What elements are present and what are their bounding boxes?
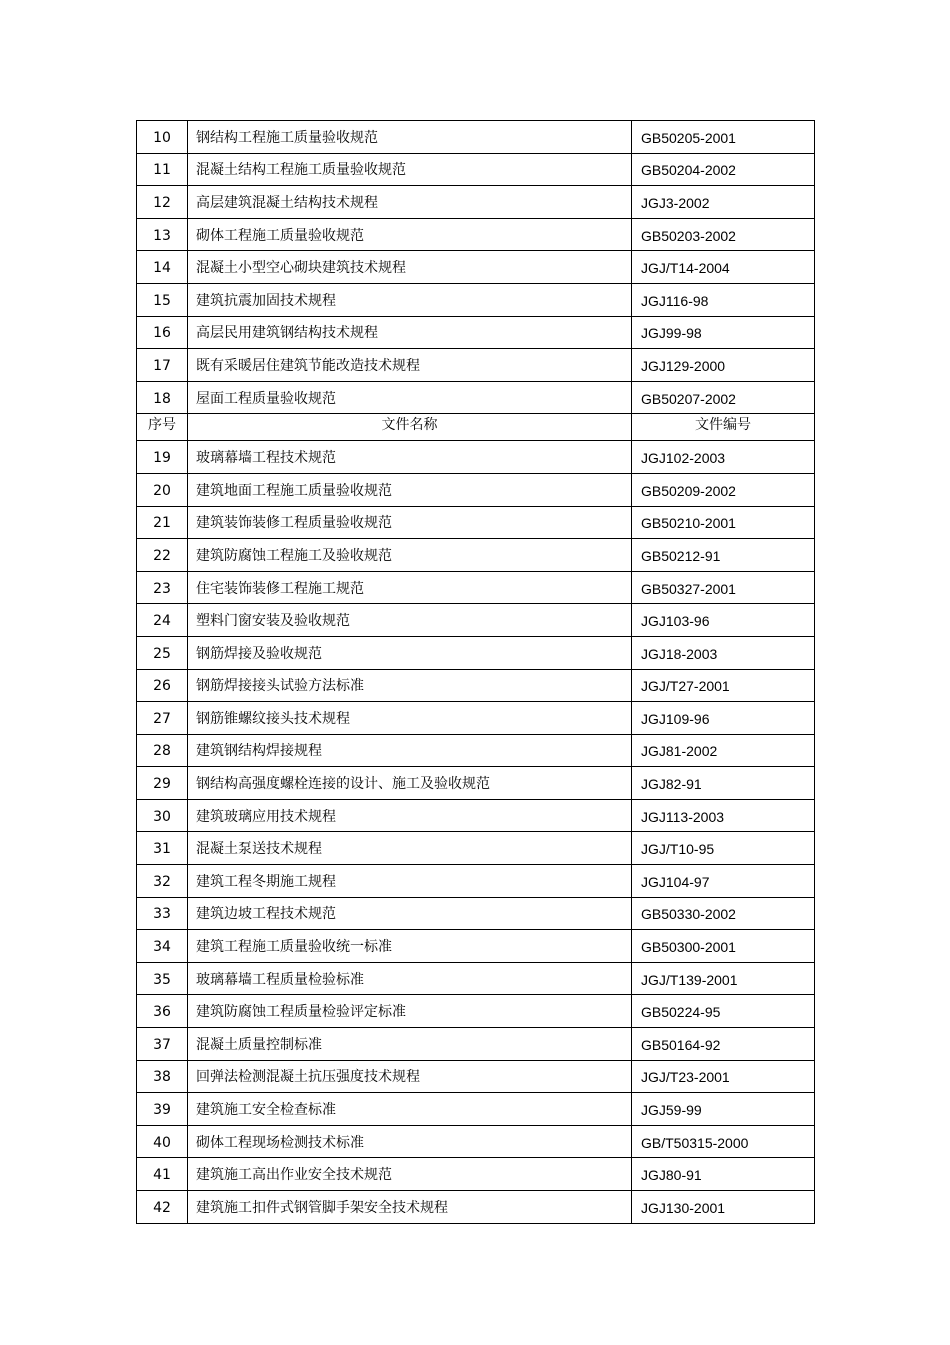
row-document-name: 建筑施工高出作业安全技术规范 — [188, 1158, 632, 1191]
table-row — [137, 283, 815, 316]
row-document-name: 建筑钢结构焊接规程 — [188, 734, 632, 767]
row-number: 20 — [137, 473, 188, 506]
row-number: 27 — [137, 702, 188, 735]
row-number: 33 — [137, 897, 188, 930]
row-document-code: JGJ/T139-2001 — [632, 962, 815, 995]
table-row — [137, 734, 815, 767]
table-body-lower — [137, 441, 815, 1223]
row-document-code: JGJ82-91 — [632, 767, 815, 800]
row-document-name: 建筑地面工程施工质量验收规范 — [188, 473, 632, 506]
row-number: 23 — [137, 571, 188, 604]
row-number: 10 — [137, 121, 188, 154]
row-document-name: 回弹法检测混凝土抗压强度技术规程 — [188, 1060, 632, 1093]
row-number: 12 — [137, 186, 188, 219]
row-document-name: 砌体工程施工质量验收规范 — [188, 218, 632, 251]
row-document-name: 建筑防腐蚀工程施工及验收规范 — [188, 539, 632, 572]
row-number: 36 — [137, 995, 188, 1028]
table-row — [137, 251, 815, 284]
row-number: 29 — [137, 767, 188, 800]
table-row — [137, 930, 815, 963]
standards-table — [136, 120, 815, 1224]
row-number: 16 — [137, 316, 188, 349]
table-row — [137, 506, 815, 539]
row-number: 40 — [137, 1125, 188, 1158]
table-header-row — [137, 414, 815, 441]
row-document-code: JGJ80-91 — [632, 1158, 815, 1191]
row-number: 22 — [137, 539, 188, 572]
header-code: 文件编号 — [632, 414, 815, 441]
row-number: 38 — [137, 1060, 188, 1093]
row-document-code: JGJ102-2003 — [632, 441, 815, 474]
table-body-upper — [137, 121, 815, 414]
row-document-name: 钢筋焊接接头试验方法标准 — [188, 669, 632, 702]
row-number: 34 — [137, 930, 188, 963]
table-row — [137, 1093, 815, 1126]
row-document-code: GB50209-2002 — [632, 473, 815, 506]
row-document-name: 建筑施工扣件式钢管脚手架安全技术规程 — [188, 1191, 632, 1224]
row-document-code: JGJ18-2003 — [632, 636, 815, 669]
row-document-code: JGJ104-97 — [632, 865, 815, 898]
row-document-name: 混凝土质量控制标准 — [188, 1028, 632, 1061]
table-row — [137, 636, 815, 669]
row-number: 19 — [137, 441, 188, 474]
row-document-name: 钢筋锥螺纹接头技术规程 — [188, 702, 632, 735]
table-row — [137, 539, 815, 572]
row-document-code: GB50300-2001 — [632, 930, 815, 963]
row-number: 14 — [137, 251, 188, 284]
table-row — [137, 121, 815, 154]
table-row — [137, 962, 815, 995]
row-document-code: JGJ/T23-2001 — [632, 1060, 815, 1093]
row-number: 17 — [137, 349, 188, 382]
row-document-name: 建筑装饰装修工程质量验收规范 — [188, 506, 632, 539]
row-document-code: GB50212-91 — [632, 539, 815, 572]
row-document-name: 混凝土小型空心砌块建筑技术规程 — [188, 251, 632, 284]
row-document-name: 建筑玻璃应用技术规程 — [188, 799, 632, 832]
row-number: 39 — [137, 1093, 188, 1126]
row-number: 25 — [137, 636, 188, 669]
table-row — [137, 316, 815, 349]
header-name: 文件名称 — [188, 414, 632, 441]
row-document-name: 建筑抗震加固技术规程 — [188, 283, 632, 316]
table-row — [137, 897, 815, 930]
table-row — [137, 604, 815, 637]
table-row — [137, 441, 815, 474]
row-number: 24 — [137, 604, 188, 637]
row-number: 18 — [137, 381, 188, 414]
table-header-group — [137, 414, 815, 441]
table-row — [137, 669, 815, 702]
row-number: 15 — [137, 283, 188, 316]
table-row — [137, 571, 815, 604]
table-row — [137, 218, 815, 251]
table-row — [137, 767, 815, 800]
row-number: 30 — [137, 799, 188, 832]
table-row — [137, 153, 815, 186]
row-document-name: 塑料门窗安装及验收规范 — [188, 604, 632, 637]
row-document-name: 屋面工程质量验收规范 — [188, 381, 632, 414]
row-document-name: 玻璃幕墙工程技术规范 — [188, 441, 632, 474]
table-row — [137, 799, 815, 832]
row-document-name: 钢结构高强度螺栓连接的设计、施工及验收规范 — [188, 767, 632, 800]
table-row — [137, 473, 815, 506]
row-number: 28 — [137, 734, 188, 767]
row-document-code: JGJ109-96 — [632, 702, 815, 735]
row-document-code: JGJ59-99 — [632, 1093, 815, 1126]
table-row — [137, 995, 815, 1028]
row-document-code: JGJ116-98 — [632, 283, 815, 316]
row-document-code: JGJ129-2000 — [632, 349, 815, 382]
row-document-name: 既有采暖居住建筑节能改造技术规程 — [188, 349, 632, 382]
row-document-name: 建筑工程冬期施工规程 — [188, 865, 632, 898]
row-document-name: 建筑工程施工质量验收统一标准 — [188, 930, 632, 963]
row-number: 37 — [137, 1028, 188, 1061]
row-number: 31 — [137, 832, 188, 865]
row-document-name: 砌体工程现场检测技术标准 — [188, 1125, 632, 1158]
table-row — [137, 349, 815, 382]
header-no: 序号 — [137, 414, 188, 441]
row-document-code: GB50330-2002 — [632, 897, 815, 930]
row-document-name: 混凝土结构工程施工质量验收规范 — [188, 153, 632, 186]
table-row — [137, 832, 815, 865]
table-row — [137, 1060, 815, 1093]
row-number: 35 — [137, 962, 188, 995]
row-number: 32 — [137, 865, 188, 898]
row-document-code: GB50210-2001 — [632, 506, 815, 539]
row-document-name: 混凝土泵送技术规程 — [188, 832, 632, 865]
row-document-name: 建筑防腐蚀工程质量检验评定标准 — [188, 995, 632, 1028]
row-document-code: JGJ99-98 — [632, 316, 815, 349]
row-document-code: GB50327-2001 — [632, 571, 815, 604]
table-row — [137, 186, 815, 219]
row-document-name: 建筑边坡工程技术规范 — [188, 897, 632, 930]
row-document-name: 高层建筑混凝土结构技术规程 — [188, 186, 632, 219]
row-document-code: GB50164-92 — [632, 1028, 815, 1061]
row-document-name: 玻璃幕墙工程质量检验标准 — [188, 962, 632, 995]
row-document-name: 钢筋焊接及验收规范 — [188, 636, 632, 669]
row-document-name: 住宅装饰装修工程施工规范 — [188, 571, 632, 604]
row-document-code: JGJ103-96 — [632, 604, 815, 637]
row-number: 11 — [137, 153, 188, 186]
row-document-code: GB50203-2002 — [632, 218, 815, 251]
row-number: 42 — [137, 1191, 188, 1224]
table-row — [137, 1125, 815, 1158]
row-document-code: JGJ/T27-2001 — [632, 669, 815, 702]
row-document-code: GB50205-2001 — [632, 121, 815, 154]
row-number: 26 — [137, 669, 188, 702]
table-row — [137, 381, 815, 414]
row-document-name: 高层民用建筑钢结构技术规程 — [188, 316, 632, 349]
row-document-code: GB50204-2002 — [632, 153, 815, 186]
row-number: 21 — [137, 506, 188, 539]
row-document-code: JGJ113-2003 — [632, 799, 815, 832]
row-number: 41 — [137, 1158, 188, 1191]
row-document-code: GB50224-95 — [632, 995, 815, 1028]
table-row — [137, 865, 815, 898]
row-document-code: GB50207-2002 — [632, 381, 815, 414]
row-document-code: JGJ/T14-2004 — [632, 251, 815, 284]
row-document-name: 钢结构工程施工质量验收规范 — [188, 121, 632, 154]
row-document-code: JGJ/T10-95 — [632, 832, 815, 865]
row-document-code: JGJ81-2002 — [632, 734, 815, 767]
row-document-name: 建筑施工安全检查标准 — [188, 1093, 632, 1126]
row-document-code: JGJ130-2001 — [632, 1191, 815, 1224]
table-row — [137, 1191, 815, 1224]
row-document-code: JGJ3-2002 — [632, 186, 815, 219]
table-row — [137, 702, 815, 735]
table-row — [137, 1158, 815, 1191]
table-row — [137, 1028, 815, 1061]
row-number: 13 — [137, 218, 188, 251]
row-document-code: GB/T50315-2000 — [632, 1125, 815, 1158]
